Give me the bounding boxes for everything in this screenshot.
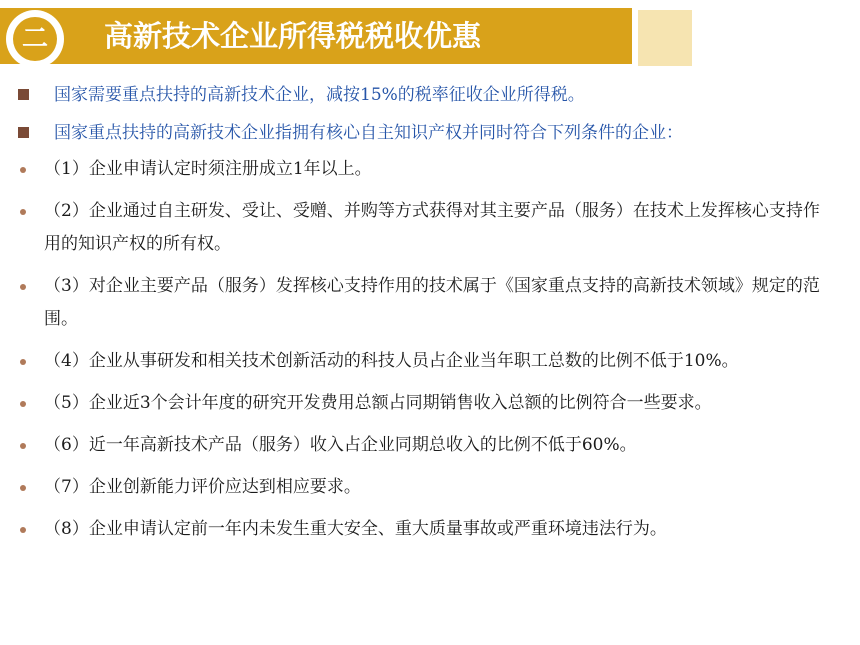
dot-bullet-icon bbox=[20, 359, 26, 365]
criterion-text: （5）企业近3个会计年度的研究开发费用总额占同期销售收入总额的比例符合一些要求。 bbox=[44, 393, 712, 413]
slide-title: 高新技术企业所得税税收优惠 bbox=[104, 19, 482, 53]
highlight-text: 国家重点扶持的高新技术企业指拥有核心自主知识产权并同时符合下列条件的企业： bbox=[54, 123, 683, 143]
highlight-text: 国家需要重点扶持的高新技术企业，减按15%的税率征收企业所得税。 bbox=[54, 85, 585, 105]
dot-bullet-icon bbox=[20, 527, 26, 533]
list-item bbox=[18, 429, 838, 462]
list-item bbox=[18, 195, 838, 261]
dot-bullet-icon bbox=[20, 443, 26, 449]
dot-bullet-icon bbox=[20, 401, 26, 407]
decorative-square bbox=[638, 10, 692, 66]
section-number: 二 bbox=[13, 17, 57, 61]
square-bullet-icon bbox=[18, 89, 29, 100]
dot-bullet-icon bbox=[20, 167, 26, 173]
dot-bullet-icon bbox=[20, 209, 26, 215]
list-item bbox=[18, 153, 838, 186]
criterion-text: （8）企业申请认定前一年内未发生重大安全、重大质量事故或严重环境违法行为。 bbox=[44, 519, 667, 539]
criterion-text: （1）企业申请认定时须注册成立1年以上。 bbox=[44, 159, 372, 179]
criterion-text: （3）对企业主要产品（服务）发挥核心支持作用的技术属于《国家重点支持的高新技术领域》规定的范围。 bbox=[44, 276, 820, 329]
list-item bbox=[18, 387, 838, 420]
criterion-text: （6）近一年高新技术产品（服务）收入占企业同期总收入的比例不低于60%。 bbox=[44, 435, 637, 455]
dot-bullet-icon bbox=[20, 485, 26, 491]
square-bullet-icon bbox=[18, 127, 29, 138]
list-item bbox=[18, 270, 838, 336]
list-item bbox=[18, 471, 838, 504]
criteria-list bbox=[18, 153, 838, 555]
criterion-text: （4）企业从事研发和相关技术创新活动的科技人员占企业当年职工总数的比例不低于10%。 bbox=[44, 351, 739, 371]
criterion-text: （7）企业创新能力评价应达到相应要求。 bbox=[44, 477, 361, 497]
list-item bbox=[18, 513, 838, 546]
section-badge bbox=[6, 10, 64, 68]
list-item bbox=[18, 345, 838, 378]
dot-bullet-icon bbox=[20, 284, 26, 290]
criterion-text: （2）企业通过自主研发、受让、受赠、并购等方式获得对其主要产品（服务）在技术上发挥核心支持作用的知识产权的所有权。 bbox=[44, 201, 820, 254]
